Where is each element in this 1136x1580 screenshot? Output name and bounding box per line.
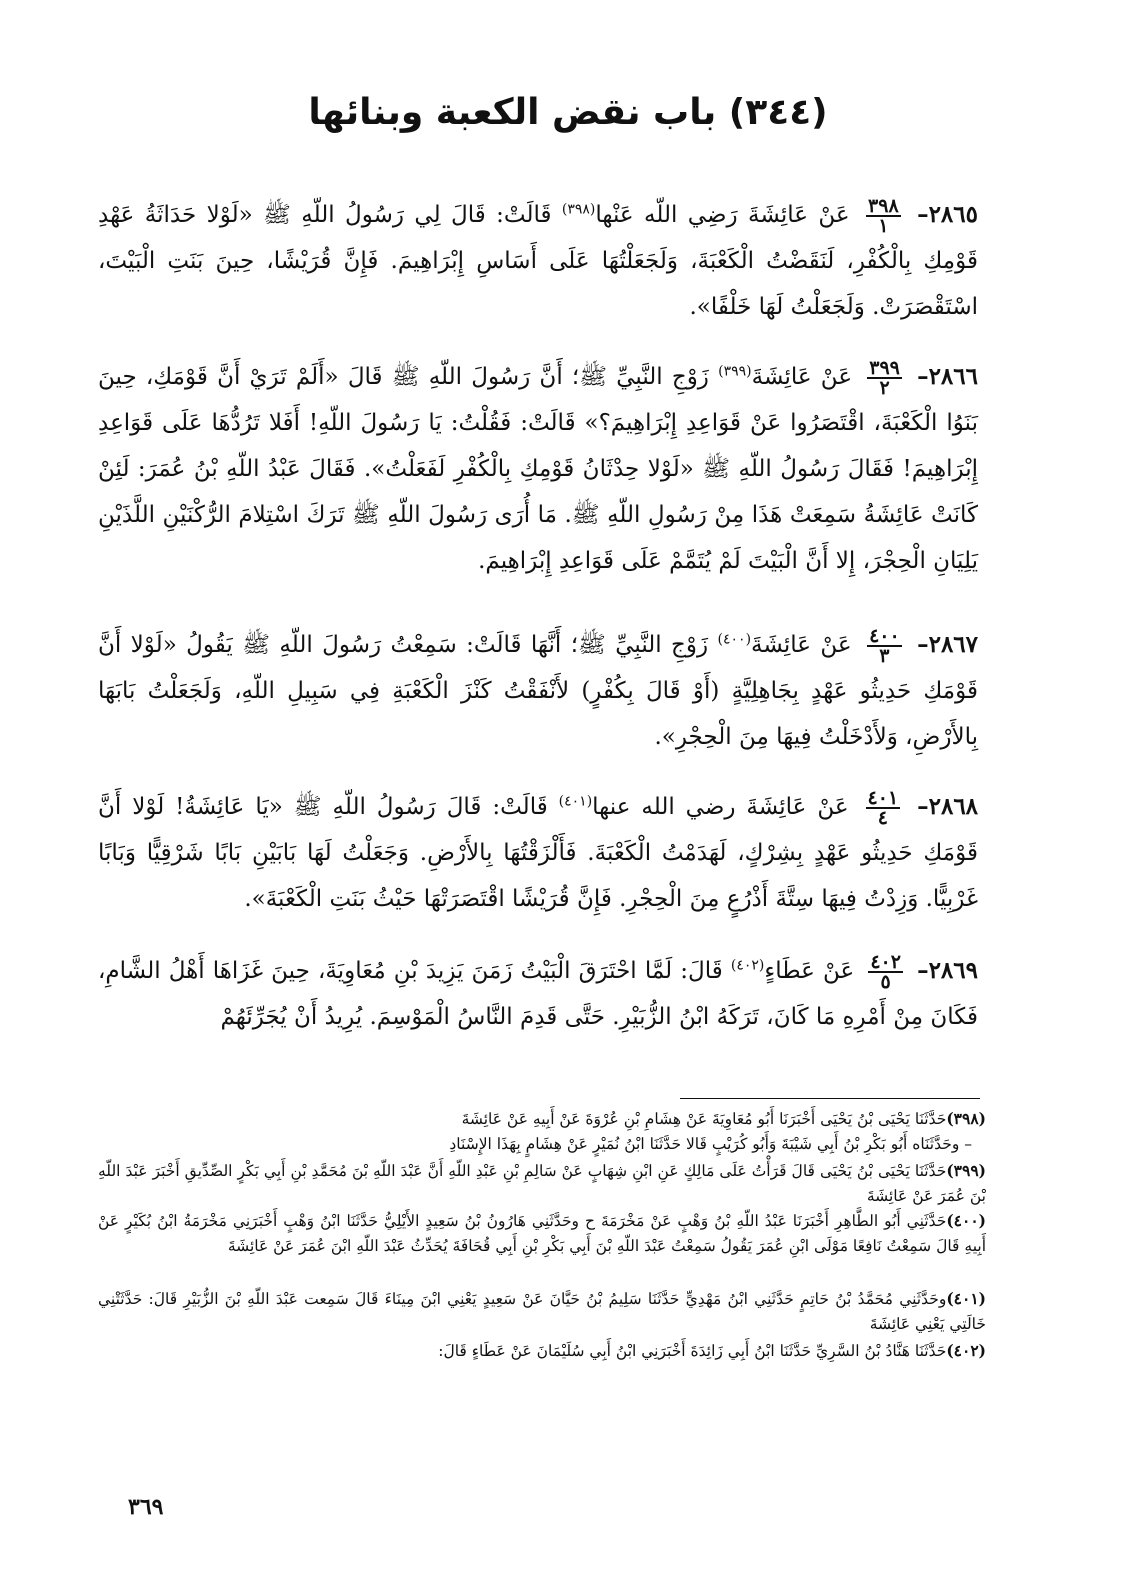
- hadith-2865: [98, 192, 978, 330]
- fraction-bottom: ٥: [880, 971, 891, 993]
- hadith-text: زَوْجِ النَّبِيِّ ﷺ؛ أَنَّهَا قَالَتْ: سَمِعْتُ رَسُولَ اللّهِ ﷺ يَقُولُ «لَوْلا أَنَّ قَوْمَكِ حَدِيثُو عَهْدٍ بِجَاهِلِيَّةٍ (أَوْ قَالَ بِكُفْرٍ) لأَنْفَقْتُ كَنْزَ الْكَعْبَةِ فِي سَبِيلِ اللّهِ، وَلَجَعَلْتُ بَابَهَا بِالأَرْضِ، وَلأَدْخَلْتُ فِيهَا مِنَ الْحِجْرِ».: [98, 632, 978, 750]
- fraction-top: ٣٩٨: [868, 195, 899, 217]
- fraction-top: ٤٠١: [867, 787, 899, 809]
- footnote-400: [98, 1208, 986, 1259]
- fraction-top: ٣٩٩: [869, 357, 900, 379]
- footnote-ref: (٣٩٩): [718, 363, 752, 380]
- hadith-number: ٢٨٦٨–: [917, 793, 979, 820]
- hadith-number: ٢٨٦٥–: [917, 201, 978, 228]
- hadith-narrator: عَنْ عَطَاءٍ: [764, 958, 855, 984]
- footnote-399: [98, 1158, 986, 1209]
- hadith-number: ٢٨٦٧–: [917, 631, 979, 658]
- footnote-text: حَدَّثَنَا يَحْيَى بْنُ يَحْيَى أَخْبَرَنَا أَبُو مُعَاوِيَةَ عَنْ هِشَامِ بْنِ عُرْوَةَ عَنْ أَبِيهِ عَنْ عَائِشَةَ: [461, 1110, 947, 1128]
- footnote-id: (٤٠١): [946, 1289, 986, 1308]
- footnote-text: حَدَّثَنَا يَحْيَى بْنُ يَحْيَى قَالَ قَرَأْتُ عَلَى مَالِكٍ عَنِ ابْنِ شِهَابٍ عَنْ سَالِمِ بْنِ عَبْدِ اللّهِ أَنَّ عَبْدَ اللّهِ بْنَ مُحَمَّدِ بْنِ أَبِي بَكْرٍ الصِّدِّيقِ أَخْبَرَ عَبْدَ اللّهِ بْنَ عُمَرَ عَنْ عَائِشَةَ: [98, 1162, 986, 1205]
- hadith-narrator: عَنْ عَائِشَةَ: [751, 632, 852, 658]
- hadith-text: قَالَتْ: قَالَ لِي رَسُولُ اللّهِ ﷺ «لَوْلا حَدَاثَةُ عَهْدِ قَوْمِكِ بِالْكُفْرِ، لَنَقَضْتُ الْكَعْبَةَ، وَلَجَعَلْتُهَا عَلَى أَسَاسِ إِبْرَاهِيمَ. فَإِنَّ قُرَيْشًا، حِينَ بَنَتِ الْبَيْتَ، اسْتَقْصَرَتْ. وَلَجَعَلْتُ لَهَا خَلْفًا».: [98, 202, 978, 320]
- hadith-narrator: عَنْ عَائِشَةَ رضي الله عنها: [592, 794, 849, 820]
- hadith-text: قَالَ: لَمَّا احْتَرَقَ الْبَيْتُ زَمَنَ يَزِيدَ بْنِ مُعَاوِيَةَ، حِينَ غَزَاهَا أَهْلُ الشَّامِ، فَكَانَ مِنْ أَمْرِهِ مَا كَانَ، تَرَكَهُ ابْنُ الزُّبَيْرِ. حَتَّى قَدِمَ النَّاسُ الْمَوْسِمَ. يُرِيدُ أَنْ يُجَرِّئَهُمْ: [98, 958, 978, 1030]
- hadith-fraction: [866, 197, 901, 235]
- footnote-id: (٤٠٢): [946, 1341, 986, 1360]
- footnote-text: وحَدَّثَنِي مُحَمَّدُ بْنُ حَاتِمٍ حَدَّثَنِي ابْنُ مَهْدِيٍّ حَدَّثَنَا سَلِيمُ بْنُ حَيَّانَ عَنْ سَعِيدٍ يَعْنِي ابْنَ مِينَاءَ قَالَ سَمِعت عَبْدَ اللّهِ بْنَ الزُّبَيْرِ قَالَ: حَدَّثَتْنِي خَالَتِي يَعْنِي عَائِشَةَ: [98, 1290, 986, 1333]
- footnote-ref: (٤٠١): [558, 793, 593, 810]
- page-number: ٣٦٩: [128, 1494, 164, 1520]
- fraction-top: ٤٠٠: [869, 625, 900, 647]
- hadith-number: ٢٨٦٦–: [917, 363, 978, 390]
- hadith-2867: [98, 622, 978, 760]
- footnote-ref: (٤٠٢): [730, 957, 765, 974]
- fraction-bottom: ٣: [879, 645, 890, 667]
- fraction-bottom: ١: [878, 215, 889, 237]
- hadith-narrator: عَنْ عَائِشَةَ رَضِي اللّه عَنْها: [595, 202, 850, 228]
- hadith-fraction: [867, 627, 902, 665]
- footnote-ref: (٤٠٠): [717, 631, 752, 648]
- footnote-401: [98, 1286, 986, 1337]
- footnote-id: (٤٠٠): [946, 1211, 986, 1230]
- footnote-continuation: – وحَدَّثَنَاه أَبُو بَكْرِ بْنُ أَبِي شَيْبَةَ وَأَبُو كُرَيْبٍ قَالا حَدَّثَنَا ابْنُ نُمَيْرٍ عَنْ هِشَامٍ بِهَذَا الإِسْنَادِ: [449, 1135, 972, 1153]
- fraction-bottom: ٢: [879, 377, 890, 399]
- footnote-402: [98, 1338, 986, 1364]
- chapter-title: (٣٤٤) باب نقض الكعبة وبنائها: [308, 92, 828, 133]
- footnote-id: (٣٩٨): [946, 1109, 986, 1128]
- hadith-2869: [98, 948, 978, 1040]
- fraction-bottom: ٤: [877, 807, 888, 829]
- hadith-fraction: [868, 953, 903, 991]
- hadith-2866: [98, 354, 978, 584]
- hadith-narrator: عَنْ عَائِشَةَ: [751, 364, 853, 390]
- hadith-text: زَوْجِ النَّبِيِّ ﷺ؛ أَنَّ رَسُولَ اللّهِ ﷺ قَالَ «أَلَمْ تَرَيْ أَنَّ قَوْمَكِ، حِينَ بَنَوُا الْكَعْبَةَ، اقْتَصَرُوا عَنْ قَوَاعِدِ إِبْرَاهِيمَ؟» قَالَتْ: فَقُلْتُ: يَا رَسُولَ اللّهِ! أَفَلا تَرُدُّهَا عَلَى قَوَاعِدِ إِبْرَاهِيمَ! فَقَالَ رَسُولُ اللّهِ ﷺ «لَوْلا حِدْثَانُ قَوْمِكِ بِالْكُفْرِ لَفَعَلْتُ». فَقَالَ عَبْدُ اللّهِ بْنُ عُمَرَ: لَئِنْ كَانَتْ عَائِشَةُ سَمِعَتْ هَذَا مِنْ رَسُولِ اللّهِ ﷺ. مَا أُرَى رَسُولَ اللّهِ ﷺ تَرَكَ اسْتِلامَ الرُّكْنَيْنِ اللَّذَيْنِ يَلِيَانِ الْحِجْرَ، إِلا أَنَّ الْبَيْتَ لَمْ يُتَمَّمْ عَلَى قَوَاعِدِ إِبْرَاهِيمَ.: [98, 364, 978, 574]
- footnote-id: (٣٩٩): [946, 1161, 986, 1180]
- footnote-divider: [680, 1098, 980, 1099]
- hadith-2868: [98, 784, 978, 922]
- fraction-top: ٤٠٢: [870, 951, 901, 973]
- hadith-number: ٢٨٦٩–: [917, 957, 978, 984]
- hadith-text: قَالَتْ: قَالَ رَسُولُ اللّهِ ﷺ «يَا عَائِشَةُ! لَوْلا أَنَّ قَوْمَكِ حَدِيثُو عَهْدٍ بِشِرْكٍ، لَهَدَمْتُ الْكَعْبَةَ. فَأَلْزَقْتُهَا بِالأَرْضِ. وَجَعَلْتُ لَهَا بَابَيْنِ بَابًا شَرْقِيًّا وَبَابًا غَرْبِيًّا. وَزِدْتُ فِيهَا سِتَّةَ أَذْرُعٍ مِنَ الْحِجْرِ. فَإِنَّ قُرَيْشًا اقْتَصَرَتْهَا حَيْثُ بَنَتِ الْكَعْبَةَ».: [98, 794, 978, 912]
- footnote-398: [98, 1106, 986, 1157]
- footnote-text: حَدَّثَنِي أَبُو الطَّاهِرِ أَخْبَرَنَا عَبْدُ اللّهِ بْنُ وَهْبٍ عَنْ مَخْرَمَةَ ح وحَدَّثَنِي هَارُونُ بْنُ سَعِيدٍ الأَيْلِيُّ حَدَّثَنَا ابْنُ وَهْبٍ أَخْبَرَنِي مَخْرَمَةُ ابْنُ بُكَيْرٍ عَنْ أَبِيهِ قَالَ سَمِعْتُ نَافِعًا مَوْلَى ابْنِ عُمَرَ يَقُولُ سَمِعْتُ عَبْدَ اللّهِ بْنَ أَبِي بَكْرِ بْنِ أَبِي قُحَافَةَ يُحَدِّثُ عَبْدَ اللّهِ ابْنَ عُمَرَ عَنْ عَائِشَةَ: [98, 1212, 986, 1255]
- hadith-fraction: [866, 789, 901, 827]
- hadith-fraction: [867, 359, 902, 397]
- footnote-text: حَدَّثَنَا هَنَّادُ بْنُ السَّرِيِّ حَدَّثَنَا ابْنُ أَبِي زَائِدَةَ أَخْبَرَنِي ابْنُ أَبِي سُلَيْمَانَ عَنْ عَطَاءٍ قَالَ:: [438, 1342, 947, 1360]
- footnote-ref: (٣٩٨): [561, 201, 596, 218]
